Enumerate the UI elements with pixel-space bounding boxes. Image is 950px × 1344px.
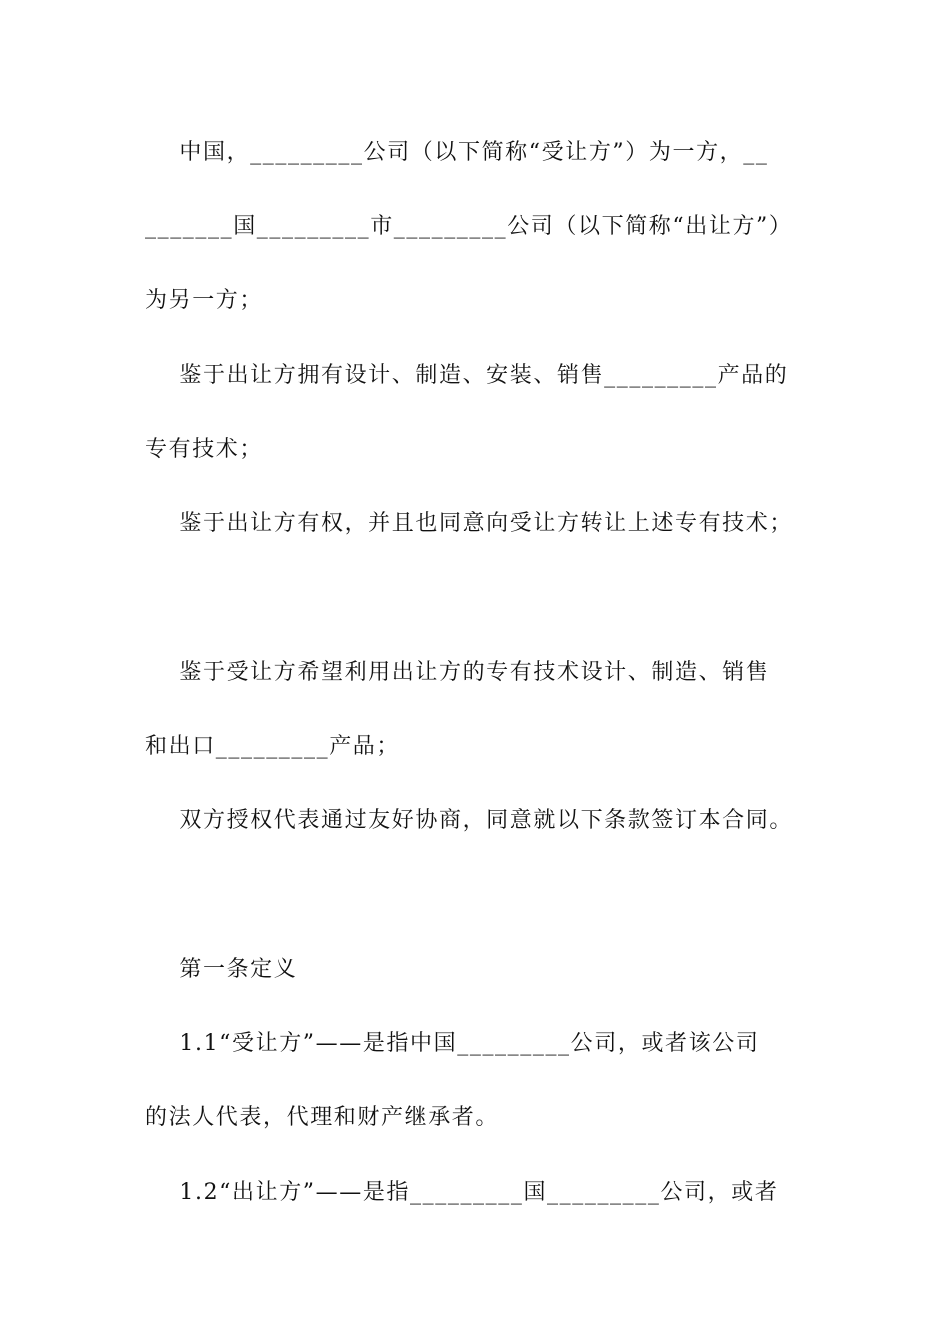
paragraph-line-whereas-3b: 和出口_________产品；: [145, 734, 401, 759]
paragraph-line-whereas-2: 鉴于出让方有权，并且也同意向受让方转让上述专有技术；: [145, 511, 793, 536]
paragraph-line-whereas-3a: 鉴于受让方希望利用出让方的专有技术设计、制造、销售: [145, 660, 770, 685]
paragraph-line-parties-1: 中国，_________公司（以下简称“受让方”）为一方，__: [145, 140, 769, 165]
clause-1-2-line-a: 1.2“出让方”——是指_________国_________公司，或者: [145, 1180, 779, 1205]
paragraph-line-whereas-1a: 鉴于出让方拥有设计、制造、安装、销售_________产品的: [145, 363, 789, 388]
paragraph-line-whereas-1b: 专有技术；: [145, 437, 264, 462]
paragraph-line-agreement: 双方授权代表通过友好协商，同意就以下条款签订本合同。: [145, 808, 793, 833]
paragraph-line-parties-3: 为另一方；: [145, 288, 264, 313]
clause-1-1-line-b: 的法人代表，代理和财产继承者。: [145, 1105, 500, 1130]
article-heading: 第一条定义: [145, 957, 298, 982]
paragraph-line-parties-2: _______国_________市_________公司（以下简称“出让方”）: [145, 214, 793, 239]
clause-1-1-line-a: 1.1“受让方”——是指中国_________公司，或者该公司: [145, 1031, 760, 1056]
